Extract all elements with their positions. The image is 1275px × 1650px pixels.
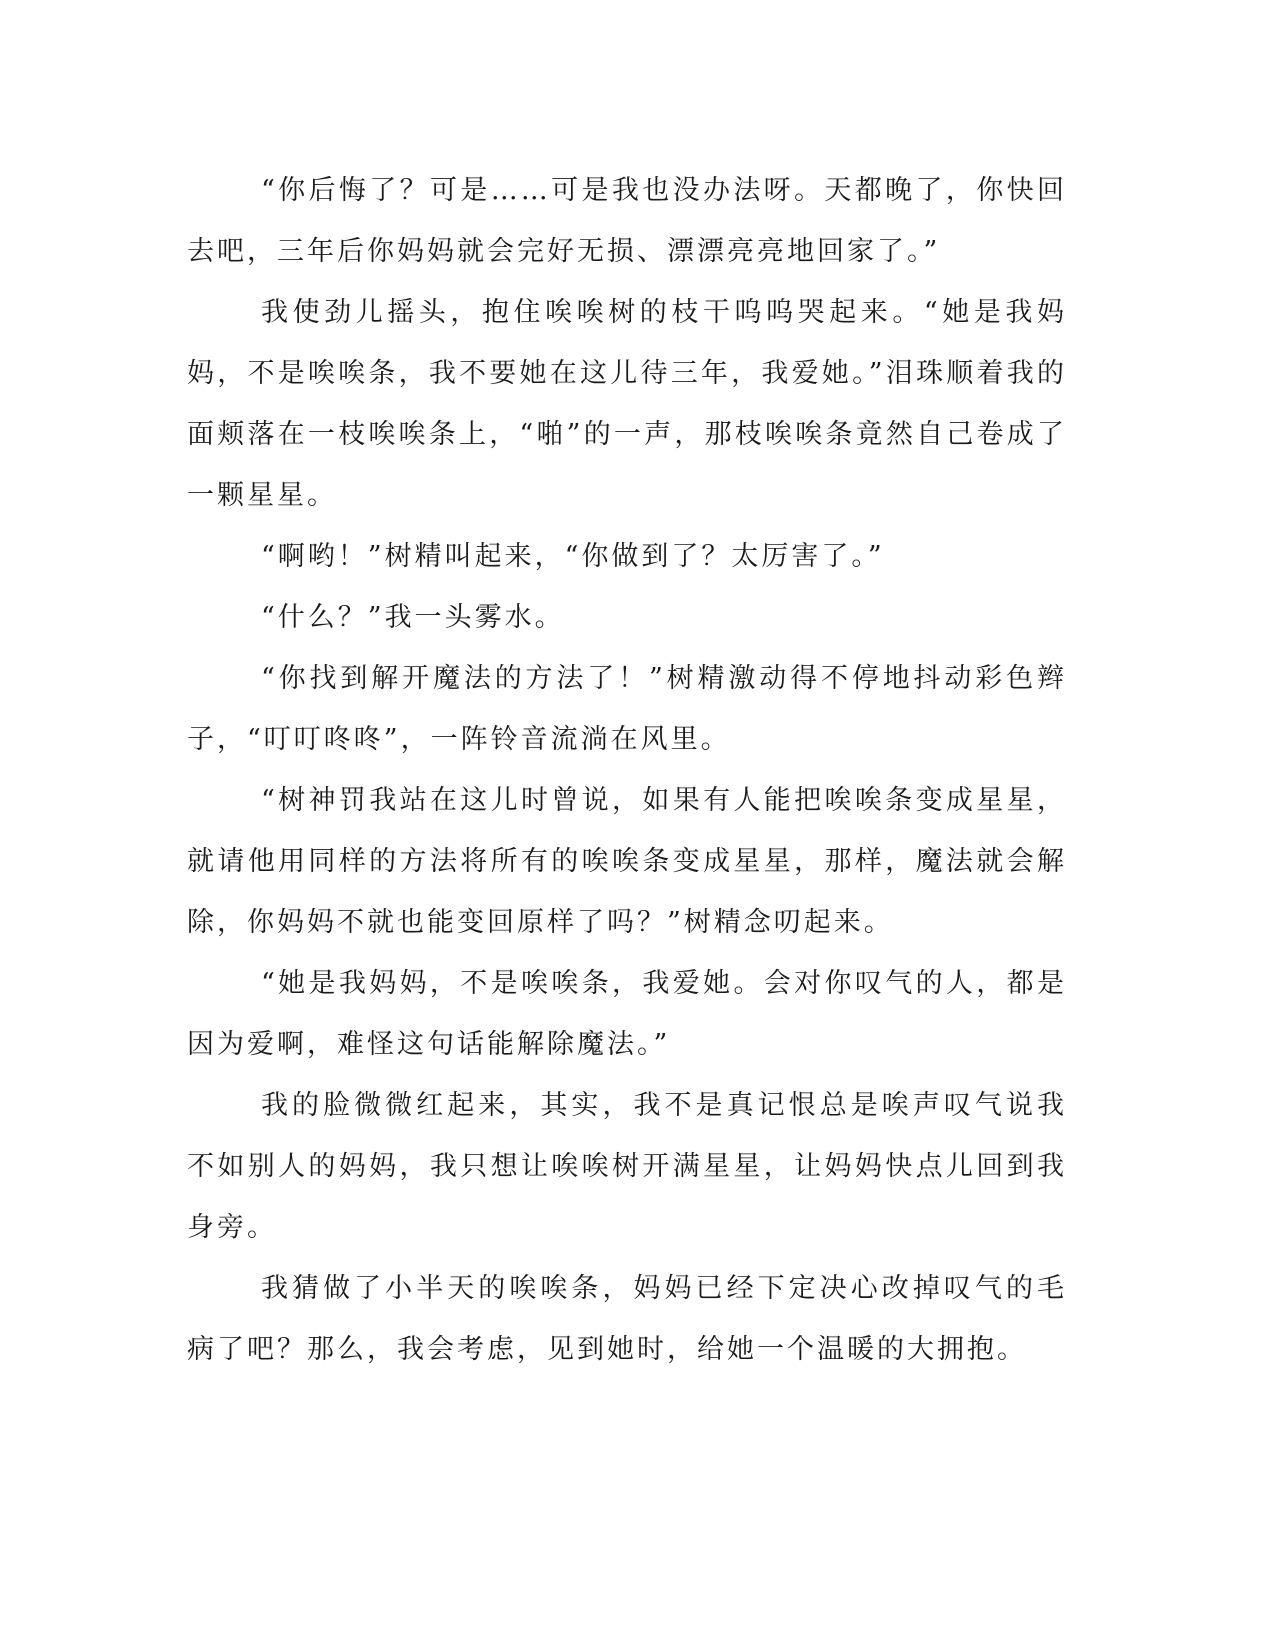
paragraph-7: “她是我妈妈，不是唉唉条，我爱她。会对你叹气的人，都是因为爱啊，难怪这句话能解除魔法。” — [187, 968, 1067, 1060]
paragraph-1: “你后悔了？可是……可是我也没办法呀。天都晚了，你快回去吧，三年后你妈妈就会完好无损、漂漂亮亮地回家了。” — [187, 175, 1067, 267]
paragraph-6: “树神罚我站在这儿时曾说，如果有人能把唉唉条变成星星，就请他用同样的方法将所有的唉唉条变成星星，那样，魔法就会解除，你妈妈不就也能变回原样了吗？”树精念叨起来。 — [187, 785, 1067, 938]
story-text — [187, 160, 1067, 1380]
paragraph-8: 我的脸微微红起来，其实，我不是真记恨总是唉声叹气说我不如别人的妈妈，我只想让唉唉树开满星星，让妈妈快点儿回到我身旁。 — [187, 1090, 1067, 1243]
paragraph-2: 我使劲儿摇头，抱住唉唉树的枝干呜呜哭起来。“她是我妈妈，不是唉唉条，我不要她在这儿待三年，我爱她。”泪珠顺着我的面颊落在一枝唉唉条上，“啪”的一声，那枝唉唉条竟然自己卷成了一颗星星。 — [187, 297, 1067, 511]
paragraph-9: 我猜做了小半天的唉唉条，妈妈已经下定决心改掉叹气的毛病了吧？那么，我会考虑，见到她时，给她一个温暖的大拥抱。 — [187, 1273, 1067, 1365]
paragraph-5: “你找到解开魔法的方法了！”树精激动得不停地抖动彩色辫子，“叮叮咚咚”，一阵铃音流淌在风里。 — [187, 663, 1067, 755]
paragraph-4: “什么？”我一头雾水。 — [261, 602, 565, 633]
paragraph-3: “啊哟！”树精叫起来，“你做到了？太厉害了。” — [261, 541, 885, 572]
